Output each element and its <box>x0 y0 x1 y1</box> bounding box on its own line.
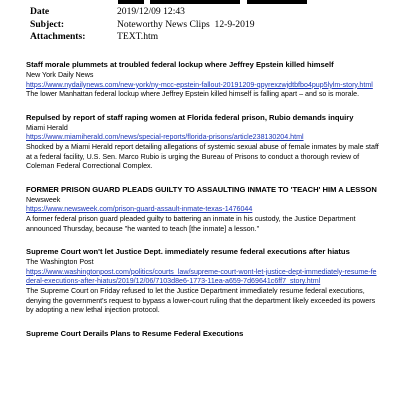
attachment-file[interactable]: TEXT.htm <box>117 31 159 42</box>
date-label: Date <box>30 6 50 17</box>
redaction-bar <box>150 0 240 4</box>
article <box>26 60 380 100</box>
article <box>26 113 380 172</box>
article-link[interactable]: https://www.miamiherald.com/news/special-reports/florida-prisons/article238130204.html <box>26 133 304 142</box>
article-headline: Supreme Court Derails Plans to Resume Federal Executions <box>26 328 244 338</box>
article-link[interactable]: https://www.newsweek.com/prison-guard-assault-inmate-texas-1476044 <box>26 205 253 214</box>
attachments-label: Attachments: <box>30 31 86 42</box>
article <box>26 329 380 339</box>
article-headline: FORMER PRISON GUARD PLEADS GUILTY TO ASSAULTING INMATE TO 'TEACH' HIM A LESSON <box>26 184 377 194</box>
email-header <box>30 6 390 44</box>
article-link[interactable]: https://www.washingtonpost.com/politics/courts_law/supreme-court-wont-let-justice-dept-immediately-resume-federal-executions-after-hiatus/2019/12/06/7103d8e6-1773-11ea-a659-7d69641c6ff7_story.html <box>26 267 377 286</box>
article-source: Miami Herald <box>26 123 68 132</box>
attachments-row <box>30 31 390 44</box>
article <box>26 185 380 234</box>
news-clips <box>26 60 380 352</box>
redaction-bar <box>247 0 307 4</box>
article-summary: The lower Manhattan federal lockup where Jeffrey Epstein killed himself is falling apart – and so is morale. <box>26 90 360 99</box>
article-headline: Staff morale plummets at troubled federal lockup where Jeffrey Epstein killed himself <box>26 60 334 69</box>
article-summary: The Supreme Court on Friday refused to let the Justice Department immediately resume federal executions, denying the government's request to bypass a lower-court ruling that the department likely exceeded its powers by adopting a new lethal injection protocol. <box>26 286 376 315</box>
redaction-bar <box>118 0 144 4</box>
article-source: The Washington Post <box>26 258 94 267</box>
article-headline: Repulsed by report of staff raping women at Florida federal prison, Rubio demands inquiry <box>26 112 354 122</box>
article <box>26 247 380 316</box>
article-summary: Shocked by a Miami Herald report detailing allegations of systemic sexual abuse of female inmates by male staff at a federal facility, U.S. Sen. Marco Rubio is urging the Bureau of Prisons to conduct a thorough review of Coleman Federal Correctional Complex. <box>26 142 379 171</box>
subject-value: Noteworthy News Clips 12-9-2019 <box>117 18 255 30</box>
subject-label: Subject: <box>30 18 65 30</box>
article-headline: Supreme Court won't let Justice Dept. immediately resume federal executions after hiatus <box>26 247 350 257</box>
subject-row <box>30 19 390 32</box>
article-source: Newsweek <box>26 195 61 204</box>
date-row <box>30 6 390 19</box>
article-summary: A former federal prison guard pleaded guilty to battering an inmate in his custody, the Justice Department announced Thursday, because "he wanted to teach [the inmate] a lesson." <box>26 214 356 233</box>
date-value: 2019/12/09 12:43 <box>117 6 185 17</box>
article-link[interactable]: https://www.nydailynews.com/new-york/ny-mcc-epstein-fallout-20191209-qpyrexzwjdtbfbo4pup5lylm-story.html <box>26 80 373 89</box>
article-source: New York Daily News <box>26 71 94 79</box>
